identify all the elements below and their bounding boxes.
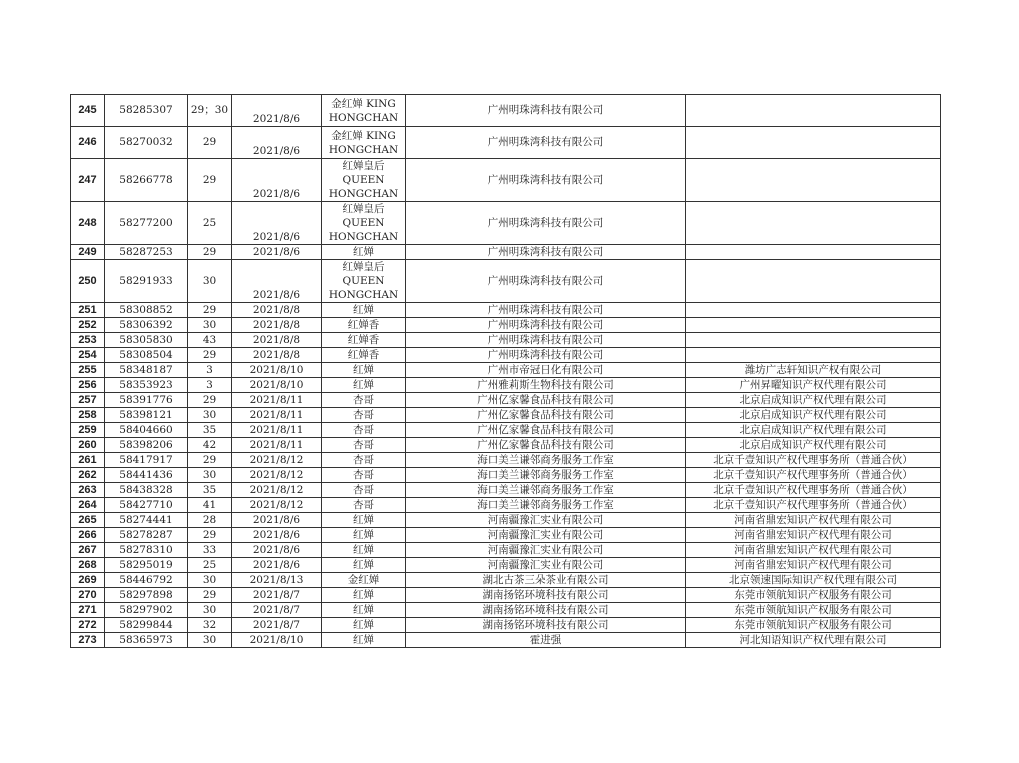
trademark-name: 红婵 — [322, 378, 406, 393]
applicant-name: 广州明珠湾科技有限公司 — [406, 333, 686, 348]
applicant-name: 广州明珠湾科技有限公司 — [406, 159, 686, 202]
application-date: 2021/8/8 — [232, 348, 322, 363]
applicant-name: 霍进强 — [406, 633, 686, 648]
table-row — [71, 588, 941, 603]
application-date: 2021/8/13 — [232, 573, 322, 588]
applicant-name: 广州亿家馨食品科技有限公司 — [406, 408, 686, 423]
agent-name: 河北知语知识产权代理有限公司 — [686, 633, 941, 648]
table-row — [71, 245, 941, 260]
application-date: 2021/8/8 — [232, 318, 322, 333]
registration-number: 58295019 — [105, 558, 188, 573]
class-number: 35 — [188, 423, 232, 438]
row-number: 246 — [71, 127, 105, 159]
table-row — [71, 543, 941, 558]
trademark-name: 红婵香 — [322, 333, 406, 348]
applicant-name: 海口美兰谦邻商务服务工作室 — [406, 483, 686, 498]
class-number: 29 — [188, 588, 232, 603]
table-row — [71, 408, 941, 423]
table-row — [71, 127, 941, 159]
agent-name: 东莞市领航知识产权服务有限公司 — [686, 603, 941, 618]
class-number: 30 — [188, 573, 232, 588]
agent-name: 北京千壹知识产权代理事务所（普通合伙） — [686, 498, 941, 513]
agent-name: 河南省鼎宏知识产权代理有限公司 — [686, 543, 941, 558]
applicant-name: 海口美兰谦邻商务服务工作室 — [406, 468, 686, 483]
row-number: 259 — [71, 423, 105, 438]
class-number: 29 — [188, 303, 232, 318]
applicant-name: 河南疆豫汇实业有限公司 — [406, 558, 686, 573]
agent-name: 北京启成知识产权代理有限公司 — [686, 423, 941, 438]
trademark-name: 红婵 — [322, 543, 406, 558]
row-number: 264 — [71, 498, 105, 513]
row-number: 260 — [71, 438, 105, 453]
trademark-name: 红婵 — [322, 558, 406, 573]
trademark-name: 红婵香 — [322, 348, 406, 363]
registration-number: 58348187 — [105, 363, 188, 378]
table-row — [71, 393, 941, 408]
trademark-name: 红婵 — [322, 618, 406, 633]
row-number: 271 — [71, 603, 105, 618]
agent-name — [686, 348, 941, 363]
trademark-name: 杏哥 — [322, 483, 406, 498]
row-number: 257 — [71, 393, 105, 408]
agent-name: 广州昇曜知识产权代理有限公司 — [686, 378, 941, 393]
registration-number: 58277200 — [105, 202, 188, 245]
agent-name — [686, 303, 941, 318]
registration-number: 58270032 — [105, 127, 188, 159]
registration-number: 58446792 — [105, 573, 188, 588]
row-number: 267 — [71, 543, 105, 558]
application-date: 2021/8/6 — [232, 202, 322, 245]
agent-name — [686, 202, 941, 245]
applicant-name: 河南疆豫汇实业有限公司 — [406, 513, 686, 528]
trademark-name: 金红婵 — [322, 573, 406, 588]
applicant-name: 湖南扬铭环境科技有限公司 — [406, 603, 686, 618]
agent-name — [686, 159, 941, 202]
trademark-name: 杏哥 — [322, 468, 406, 483]
class-number: 28 — [188, 513, 232, 528]
registration-number: 58297902 — [105, 603, 188, 618]
registration-number: 58427710 — [105, 498, 188, 513]
class-number: 41 — [188, 498, 232, 513]
applicant-name: 河南疆豫汇实业有限公司 — [406, 528, 686, 543]
registration-number: 58398121 — [105, 408, 188, 423]
applicant-name: 湖南扬铭环境科技有限公司 — [406, 588, 686, 603]
application-date: 2021/8/12 — [232, 498, 322, 513]
class-number: 29 — [188, 245, 232, 260]
applicant-name: 广州雅莉斯生物科技有限公司 — [406, 378, 686, 393]
class-number: 3 — [188, 378, 232, 393]
trademark-name: 红婵 — [322, 363, 406, 378]
trademark-name: 杏哥 — [322, 393, 406, 408]
trademark-name: 杏哥 — [322, 453, 406, 468]
row-number: 258 — [71, 408, 105, 423]
table-row — [71, 468, 941, 483]
row-number: 256 — [71, 378, 105, 393]
table-row — [71, 202, 941, 245]
row-number: 250 — [71, 260, 105, 303]
trademark-name: 红婵香 — [322, 318, 406, 333]
agent-name: 河南省鼎宏知识产权代理有限公司 — [686, 513, 941, 528]
registration-number: 58285307 — [105, 95, 188, 127]
application-date: 2021/8/11 — [232, 393, 322, 408]
agent-name: 潍坊广志轩知识产权有限公司 — [686, 363, 941, 378]
agent-name: 东莞市领航知识产权服务有限公司 — [686, 588, 941, 603]
class-number: 43 — [188, 333, 232, 348]
registration-number: 58404660 — [105, 423, 188, 438]
trademark-name: 金红婵 KING HONGCHAN — [322, 127, 406, 159]
application-date: 2021/8/10 — [232, 363, 322, 378]
table-row — [71, 423, 941, 438]
trademark-name: 红婵 — [322, 303, 406, 318]
application-date: 2021/8/6 — [232, 245, 322, 260]
table-row — [71, 498, 941, 513]
agent-name: 东莞市领航知识产权服务有限公司 — [686, 618, 941, 633]
class-number: 29 — [188, 453, 232, 468]
row-number: 252 — [71, 318, 105, 333]
registration-number: 58391776 — [105, 393, 188, 408]
trademark-name: 杏哥 — [322, 438, 406, 453]
applicant-name: 广州明珠湾科技有限公司 — [406, 348, 686, 363]
class-number: 33 — [188, 543, 232, 558]
row-number: 262 — [71, 468, 105, 483]
registration-number: 58417917 — [105, 453, 188, 468]
agent-name: 北京千壹知识产权代理事务所（普通合伙） — [686, 468, 941, 483]
agent-name: 北京启成知识产权代理有限公司 — [686, 438, 941, 453]
applicant-name: 广州亿家馨食品科技有限公司 — [406, 393, 686, 408]
agent-name: 北京启成知识产权代理有限公司 — [686, 408, 941, 423]
applicant-name: 广州亿家馨食品科技有限公司 — [406, 423, 686, 438]
trademark-name: 红婵 — [322, 633, 406, 648]
row-number: 255 — [71, 363, 105, 378]
trademark-name: 杏哥 — [322, 498, 406, 513]
agent-name: 北京领速国际知识产权代理有限公司 — [686, 573, 941, 588]
agent-name: 北京千壹知识产权代理事务所（普通合伙） — [686, 453, 941, 468]
registration-number: 58365973 — [105, 633, 188, 648]
agent-name — [686, 318, 941, 333]
registration-number: 58398206 — [105, 438, 188, 453]
registration-number: 58278287 — [105, 528, 188, 543]
table-row — [71, 363, 941, 378]
row-number: 248 — [71, 202, 105, 245]
trademark-name: 红婵 — [322, 513, 406, 528]
registration-number: 58297898 — [105, 588, 188, 603]
application-date: 2021/8/6 — [232, 543, 322, 558]
application-date: 2021/8/10 — [232, 633, 322, 648]
table-row — [71, 159, 941, 202]
agent-name: 北京启成知识产权代理有限公司 — [686, 393, 941, 408]
trademark-name: 红婵皇后 QUEEN HONGCHAN — [322, 202, 406, 245]
class-number: 29；30 — [188, 95, 232, 127]
registration-number: 58287253 — [105, 245, 188, 260]
class-number: 30 — [188, 318, 232, 333]
row-number: 263 — [71, 483, 105, 498]
registration-number: 58308852 — [105, 303, 188, 318]
application-date: 2021/8/12 — [232, 453, 322, 468]
registration-number: 58266778 — [105, 159, 188, 202]
row-number: 270 — [71, 588, 105, 603]
trademark-name: 金红婵 KING HONGCHAN — [322, 95, 406, 127]
class-number: 25 — [188, 202, 232, 245]
table-row — [71, 603, 941, 618]
registration-number: 58438328 — [105, 483, 188, 498]
row-number: 273 — [71, 633, 105, 648]
applicant-name: 广州明珠湾科技有限公司 — [406, 202, 686, 245]
application-date: 2021/8/7 — [232, 618, 322, 633]
registration-number: 58353923 — [105, 378, 188, 393]
application-date: 2021/8/8 — [232, 303, 322, 318]
trademark-name: 杏哥 — [322, 423, 406, 438]
row-number: 249 — [71, 245, 105, 260]
applicant-name: 湖北古茶三朵茶业有限公司 — [406, 573, 686, 588]
table-row — [71, 453, 941, 468]
application-date: 2021/8/6 — [232, 260, 322, 303]
class-number: 25 — [188, 558, 232, 573]
agent-name: 河南省鼎宏知识产权代理有限公司 — [686, 558, 941, 573]
applicant-name: 广州明珠湾科技有限公司 — [406, 303, 686, 318]
registration-number: 58278310 — [105, 543, 188, 558]
registration-number: 58308504 — [105, 348, 188, 363]
trademark-name: 红婵 — [322, 603, 406, 618]
registration-number: 58306392 — [105, 318, 188, 333]
application-date: 2021/8/11 — [232, 438, 322, 453]
class-number: 29 — [188, 348, 232, 363]
application-date: 2021/8/6 — [232, 558, 322, 573]
application-date: 2021/8/12 — [232, 468, 322, 483]
agent-name — [686, 245, 941, 260]
table-row — [71, 633, 941, 648]
application-date: 2021/8/6 — [232, 159, 322, 202]
table-row — [71, 333, 941, 348]
row-number: 269 — [71, 573, 105, 588]
registration-number: 58441436 — [105, 468, 188, 483]
table-row — [71, 618, 941, 633]
applicant-name: 广州明珠湾科技有限公司 — [406, 318, 686, 333]
table-row — [71, 438, 941, 453]
trademark-name: 红婵皇后 QUEEN HONGCHAN — [322, 260, 406, 303]
class-number: 3 — [188, 363, 232, 378]
row-number: 266 — [71, 528, 105, 543]
class-number: 32 — [188, 618, 232, 633]
trademark-name: 红婵 — [322, 245, 406, 260]
row-number: 254 — [71, 348, 105, 363]
agent-name: 河南省鼎宏知识产权代理有限公司 — [686, 528, 941, 543]
application-date: 2021/8/6 — [232, 127, 322, 159]
table-row — [71, 260, 941, 303]
registration-number: 58305830 — [105, 333, 188, 348]
agent-name — [686, 260, 941, 303]
application-date: 2021/8/6 — [232, 95, 322, 127]
application-date: 2021/8/7 — [232, 603, 322, 618]
table-row — [71, 483, 941, 498]
applicant-name: 湖南扬铭环境科技有限公司 — [406, 618, 686, 633]
applicant-name: 海口美兰谦邻商务服务工作室 — [406, 498, 686, 513]
table-row — [71, 378, 941, 393]
row-number: 247 — [71, 159, 105, 202]
class-number: 30 — [188, 260, 232, 303]
table-row — [71, 318, 941, 333]
applicant-name: 河南疆豫汇实业有限公司 — [406, 543, 686, 558]
class-number: 29 — [188, 528, 232, 543]
class-number: 30 — [188, 408, 232, 423]
trademark-name: 红婵 — [322, 528, 406, 543]
table-row — [71, 348, 941, 363]
application-date: 2021/8/11 — [232, 408, 322, 423]
application-date: 2021/8/11 — [232, 423, 322, 438]
trademark-name: 杏哥 — [322, 408, 406, 423]
agent-name: 北京千壹知识产权代理事务所（普通合伙） — [686, 483, 941, 498]
table-row — [71, 95, 941, 127]
class-number: 29 — [188, 159, 232, 202]
table-row — [71, 513, 941, 528]
table-row — [71, 303, 941, 318]
row-number: 261 — [71, 453, 105, 468]
applicant-name: 广州亿家馨食品科技有限公司 — [406, 438, 686, 453]
class-number: 30 — [188, 468, 232, 483]
class-number: 30 — [188, 633, 232, 648]
agent-name — [686, 333, 941, 348]
class-number: 30 — [188, 603, 232, 618]
trademark-name: 红婵 — [322, 588, 406, 603]
class-number: 29 — [188, 127, 232, 159]
class-number: 42 — [188, 438, 232, 453]
application-date: 2021/8/12 — [232, 483, 322, 498]
class-number: 29 — [188, 393, 232, 408]
application-date: 2021/8/10 — [232, 378, 322, 393]
applicant-name: 广州明珠湾科技有限公司 — [406, 95, 686, 127]
row-number: 251 — [71, 303, 105, 318]
row-number: 253 — [71, 333, 105, 348]
trademark-table — [70, 94, 941, 648]
row-number: 268 — [71, 558, 105, 573]
applicant-name: 广州明珠湾科技有限公司 — [406, 260, 686, 303]
application-date: 2021/8/6 — [232, 528, 322, 543]
row-number: 265 — [71, 513, 105, 528]
class-number: 35 — [188, 483, 232, 498]
application-date: 2021/8/6 — [232, 513, 322, 528]
applicant-name: 海口美兰谦邻商务服务工作室 — [406, 453, 686, 468]
table-row — [71, 558, 941, 573]
application-date: 2021/8/7 — [232, 588, 322, 603]
applicant-name: 广州市帝冠日化有限公司 — [406, 363, 686, 378]
table-row — [71, 528, 941, 543]
table-row — [71, 573, 941, 588]
application-date: 2021/8/8 — [232, 333, 322, 348]
agent-name — [686, 95, 941, 127]
agent-name — [686, 127, 941, 159]
table-body — [71, 95, 941, 648]
row-number: 272 — [71, 618, 105, 633]
applicant-name: 广州明珠湾科技有限公司 — [406, 245, 686, 260]
applicant-name: 广州明珠湾科技有限公司 — [406, 127, 686, 159]
registration-number: 58274441 — [105, 513, 188, 528]
registration-number: 58291933 — [105, 260, 188, 303]
row-number: 245 — [71, 95, 105, 127]
registration-number: 58299844 — [105, 618, 188, 633]
trademark-name: 红婵皇后 QUEEN HONGCHAN — [322, 159, 406, 202]
